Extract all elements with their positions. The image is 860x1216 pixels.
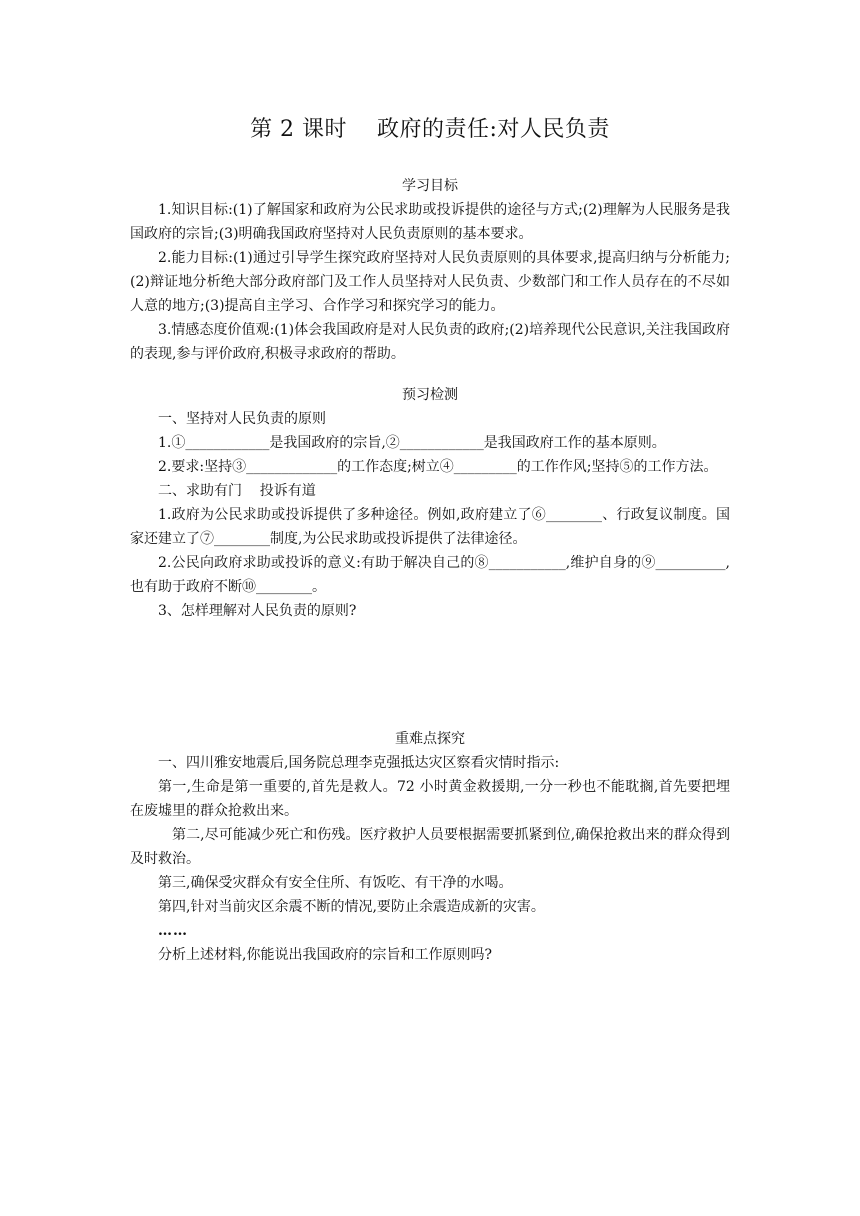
preview-question-3: 1.政府为公民求助或投诉提供了多种途径。例如,政府建立了⑥________、行政复议制度。国家还建立了⑦________制度,为公民求助或投诉提供了法律途径。 xyxy=(130,507,730,547)
explore-point-4: 第四,针对当前灾区余震不断的情况,要防止余震造成新的灾害。 xyxy=(158,899,545,915)
key-points-section xyxy=(130,727,730,967)
preview-question-1: 1.①____________是我国政府的宗旨,②____________是我国政府工作的基本原则。 xyxy=(158,435,666,451)
explore-point-3: 第三,确保受灾群众有安全住所、有饭吃、有干净的水喝。 xyxy=(158,875,513,891)
section-heading-explore: 重难点探究 xyxy=(395,731,465,747)
objective-knowledge: 1.知识目标:(1)了解国家和政府为公民求助或投诉提供的途径与方式;(2)理解为人民服务是我国政府的宗旨;(3)明确我国政府坚持对人民负责原则的基本要求。 xyxy=(130,202,730,242)
objective-attitude: 3.情感态度价值观:(1)体会我国政府是对人民负责的政府;(2)培养现代公民意识,关注我国政府的表现,参与评价政府,积极寻求政府的帮助。 xyxy=(130,322,730,362)
explore-point-2: 第二,尽可能减少死亡和伤残。医疗救护人员要根据需要抓紧到位,确保抢救出来的群众得到及时救治。 xyxy=(130,827,730,867)
objective-ability: 2.能力目标:(1)通过引导学生探究政府坚持对人民负责原则的具体要求,提高归纳与分析能力;(2)辩证地分析绝大部分政府部门及工作人员坚持对人民负责、少数部门和工作人员存在的不尽如人意的地方;(3)提高自主学习、合作学习和探究学习的能力。 xyxy=(130,250,730,314)
explore-point-1: 第一,生命是第一重要的,首先是救人。72 小时黄金救援期,一分一秒也不能耽搁,首先要把埋在废墟里的群众抢救出来。 xyxy=(130,779,730,819)
learning-objectives-section xyxy=(130,174,730,366)
preview-question-2: 2.要求:坚持③_____________的工作态度;树立④_________的工作作风;坚持⑤的工作方法。 xyxy=(158,459,718,475)
preview-question-5: 3、怎样理解对人民负责的原则? xyxy=(158,603,357,619)
ellipsis: …… xyxy=(158,923,188,939)
preview-subheading-principle: 一、坚持对人民负责的原则 xyxy=(158,411,326,427)
page-title: 第 2 课时 政府的责任:对人民负责 xyxy=(250,117,610,142)
preview-check-section xyxy=(130,383,730,623)
explore-question: 分析上述材料,你能说出我国政府的宗旨和工作原则吗? xyxy=(158,947,492,963)
preview-question-4: 2.公民向政府求助或投诉的意义:有助于解决自己的⑧___________,维护自身的⑨__________,也有助于政府不断⑩________。 xyxy=(130,555,730,595)
section-heading-preview: 预习检测 xyxy=(402,387,458,403)
section-heading-objectives: 学习目标 xyxy=(402,178,458,194)
explore-intro: 一、四川雅安地震后,国务院总理李克强抵达灾区察看灾情时指示: xyxy=(158,755,560,771)
preview-subheading-help: 二、求助有门 投诉有道 xyxy=(158,483,316,499)
